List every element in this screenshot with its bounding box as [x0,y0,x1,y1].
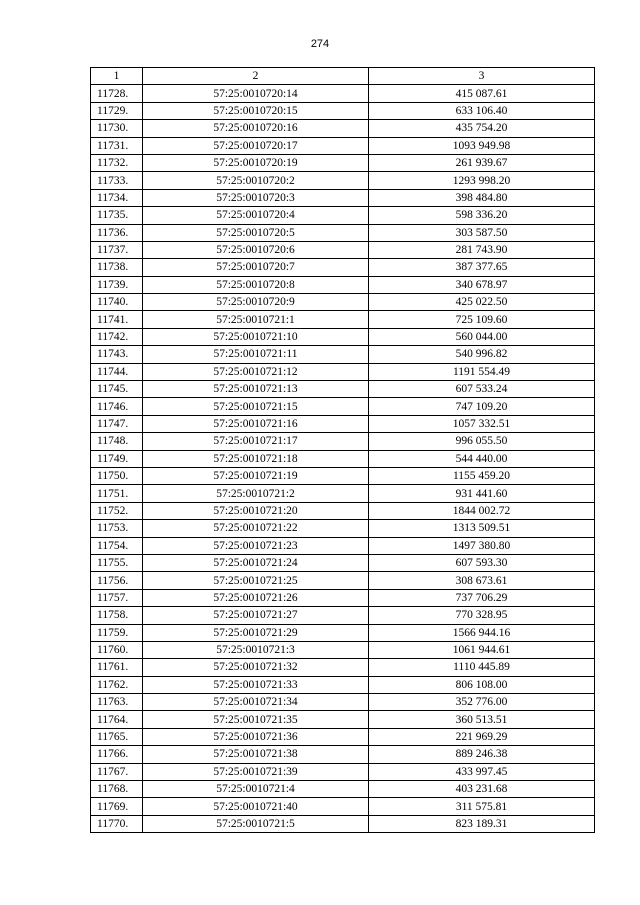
row-number-cell: 11743. [91,346,143,363]
cadastral-number-cell: 57:25:0010721:12 [143,363,369,380]
table-row [91,172,595,189]
table-row [91,607,595,624]
value-cell: 747 109.20 [369,398,595,415]
column-header: 2 [143,68,369,85]
value-cell: 770 328.95 [369,607,595,624]
cadastral-number-cell: 57:25:0010721:19 [143,467,369,484]
row-number-cell: 11748. [91,433,143,450]
table-row [91,502,595,519]
value-cell: 1061 944.61 [369,641,595,658]
table-row [91,746,595,763]
value-cell: 435 754.20 [369,120,595,137]
value-cell: 1057 332.51 [369,415,595,432]
value-cell: 889 246.38 [369,746,595,763]
cadastral-number-cell: 57:25:0010721:23 [143,537,369,554]
value-cell: 598 336.20 [369,207,595,224]
value-cell: 823 189.31 [369,815,595,832]
row-number-cell: 11744. [91,363,143,380]
cadastral-number-cell: 57:25:0010721:25 [143,572,369,589]
row-number-cell: 11758. [91,607,143,624]
row-number-cell: 11728. [91,85,143,102]
value-cell: 415 087.61 [369,85,595,102]
cadastral-number-cell: 57:25:0010720:16 [143,120,369,137]
row-number-cell: 11736. [91,224,143,241]
table-row [91,520,595,537]
row-number-cell: 11760. [91,641,143,658]
table-row [91,728,595,745]
table-row [91,711,595,728]
table-row [91,433,595,450]
value-cell: 540 996.82 [369,346,595,363]
cadastral-number-cell: 57:25:0010721:26 [143,589,369,606]
cadastral-number-cell: 57:25:0010721:22 [143,520,369,537]
cadastral-number-cell: 57:25:0010721:15 [143,398,369,415]
row-number-cell: 11747. [91,415,143,432]
cadastral-number-cell: 57:25:0010721:33 [143,676,369,693]
cadastral-number-cell: 57:25:0010721:17 [143,433,369,450]
cadastral-number-cell: 57:25:0010721:36 [143,728,369,745]
table-row [91,659,595,676]
row-number-cell: 11745. [91,381,143,398]
row-number-cell: 11734. [91,189,143,206]
row-number-cell: 11770. [91,815,143,832]
table-row [91,328,595,345]
cadastral-number-cell: 57:25:0010721:5 [143,815,369,832]
cadastral-number-cell: 57:25:0010721:27 [143,607,369,624]
cadastral-number-cell: 57:25:0010721:29 [143,624,369,641]
row-number-cell: 11759. [91,624,143,641]
cadastral-number-cell: 57:25:0010720:19 [143,154,369,171]
value-cell: 221 969.29 [369,728,595,745]
table-row [91,554,595,571]
table-row [91,189,595,206]
table-row [91,781,595,798]
row-number-cell: 11753. [91,520,143,537]
table-row [91,763,595,780]
table-row [91,624,595,641]
cadastral-number-cell: 57:25:0010721:18 [143,450,369,467]
value-cell: 1566 944.16 [369,624,595,641]
value-cell: 403 231.68 [369,781,595,798]
value-cell: 633 106.40 [369,102,595,119]
cadastral-number-cell: 57:25:0010721:35 [143,711,369,728]
value-cell: 806 108.00 [369,676,595,693]
table-row [91,381,595,398]
table-row [91,259,595,276]
column-header: 3 [369,68,595,85]
value-cell: 1844 002.72 [369,502,595,519]
row-number-cell: 11769. [91,798,143,815]
cadastral-number-cell: 57:25:0010720:2 [143,172,369,189]
cadastral-number-cell: 57:25:0010721:24 [143,554,369,571]
value-cell: 340 678.97 [369,276,595,293]
cadastral-number-cell: 57:25:0010720:5 [143,224,369,241]
value-cell: 1191 554.49 [369,363,595,380]
row-number-cell: 11762. [91,676,143,693]
table-row [91,241,595,258]
cadastral-number-cell: 57:25:0010721:39 [143,763,369,780]
table-row [91,415,595,432]
row-number-cell: 11739. [91,276,143,293]
cadastral-number-cell: 57:25:0010720:14 [143,85,369,102]
row-number-cell: 11742. [91,328,143,345]
row-number-cell: 11750. [91,467,143,484]
row-number-cell: 11766. [91,746,143,763]
row-number-cell: 11749. [91,450,143,467]
row-number-cell: 11737. [91,241,143,258]
cadastral-number-cell: 57:25:0010721:3 [143,641,369,658]
row-number-cell: 11741. [91,311,143,328]
row-number-cell: 11731. [91,137,143,154]
table-row [91,276,595,293]
cadastre-table [90,67,595,833]
value-cell: 1155 459.20 [369,467,595,484]
row-number-cell: 11730. [91,120,143,137]
value-cell: 398 484.80 [369,189,595,206]
value-cell: 560 044.00 [369,328,595,345]
row-number-cell: 11767. [91,763,143,780]
row-number-cell: 11740. [91,294,143,311]
table-row [91,398,595,415]
value-cell: 261 939.67 [369,154,595,171]
row-number-cell: 11729. [91,102,143,119]
table-row [91,207,595,224]
value-cell: 303 587.50 [369,224,595,241]
cadastral-number-cell: 57:25:0010720:7 [143,259,369,276]
table-row [91,137,595,154]
row-number-cell: 11751. [91,485,143,502]
table-row [91,467,595,484]
cadastral-number-cell: 57:25:0010720:3 [143,189,369,206]
table-row [91,450,595,467]
table-row [91,102,595,119]
row-number-cell: 11764. [91,711,143,728]
cadastral-number-cell: 57:25:0010720:17 [143,137,369,154]
cadastral-number-cell: 57:25:0010720:8 [143,276,369,293]
table-row [91,485,595,502]
value-cell: 1293 998.20 [369,172,595,189]
cadastral-number-cell: 57:25:0010721:13 [143,381,369,398]
row-number-cell: 11763. [91,694,143,711]
cadastral-number-cell: 57:25:0010721:40 [143,798,369,815]
table-row [91,676,595,693]
table-row [91,224,595,241]
cadastral-number-cell: 57:25:0010721:34 [143,694,369,711]
cadastral-number-cell: 57:25:0010721:10 [143,328,369,345]
table-row [91,694,595,711]
table-header-row [91,68,595,85]
value-cell: 931 441.60 [369,485,595,502]
table-row [91,798,595,815]
row-number-cell: 11746. [91,398,143,415]
cadastral-number-cell: 57:25:0010721:4 [143,781,369,798]
value-cell: 1497 380.80 [369,537,595,554]
value-cell: 996 055.50 [369,433,595,450]
row-number-cell: 11757. [91,589,143,606]
value-cell: 1110 445.89 [369,659,595,676]
column-header: 1 [91,68,143,85]
row-number-cell: 11738. [91,259,143,276]
cadastral-number-cell: 57:25:0010721:11 [143,346,369,363]
value-cell: 607 533.24 [369,381,595,398]
table-row [91,815,595,832]
row-number-cell: 11756. [91,572,143,589]
page-number: 274 [310,38,330,50]
table-row [91,294,595,311]
value-cell: 725 109.60 [369,311,595,328]
cadastral-number-cell: 57:25:0010721:16 [143,415,369,432]
row-number-cell: 11754. [91,537,143,554]
table-row [91,154,595,171]
value-cell: 544 440.00 [369,450,595,467]
cadastral-number-cell: 57:25:0010720:4 [143,207,369,224]
value-cell: 1313 509.51 [369,520,595,537]
cadastral-number-cell: 57:25:0010721:38 [143,746,369,763]
table-row [91,589,595,606]
table-row [91,641,595,658]
table-row [91,85,595,102]
value-cell: 308 673.61 [369,572,595,589]
value-cell: 360 513.51 [369,711,595,728]
cadastral-number-cell: 57:25:0010721:2 [143,485,369,502]
row-number-cell: 11733. [91,172,143,189]
value-cell: 387 377.65 [369,259,595,276]
row-number-cell: 11755. [91,554,143,571]
table-row [91,363,595,380]
row-number-cell: 11735. [91,207,143,224]
table-row [91,311,595,328]
table-row [91,120,595,137]
table-row [91,346,595,363]
value-cell: 433 997.45 [369,763,595,780]
value-cell: 607 593.30 [369,554,595,571]
cadastral-number-cell: 57:25:0010720:15 [143,102,369,119]
row-number-cell: 11761. [91,659,143,676]
row-number-cell: 11765. [91,728,143,745]
cadastral-number-cell: 57:25:0010721:1 [143,311,369,328]
cadastral-number-cell: 57:25:0010721:32 [143,659,369,676]
value-cell: 281 743.90 [369,241,595,258]
cadastral-number-cell: 57:25:0010720:6 [143,241,369,258]
row-number-cell: 11768. [91,781,143,798]
table-body [91,85,595,833]
value-cell: 1093 949.98 [369,137,595,154]
value-cell: 737 706.29 [369,589,595,606]
value-cell: 352 776.00 [369,694,595,711]
value-cell: 425 022.50 [369,294,595,311]
table-row [91,537,595,554]
row-number-cell: 11732. [91,154,143,171]
table-row [91,572,595,589]
row-number-cell: 11752. [91,502,143,519]
cadastral-number-cell: 57:25:0010720:9 [143,294,369,311]
cadastral-number-cell: 57:25:0010721:20 [143,502,369,519]
value-cell: 311 575.81 [369,798,595,815]
